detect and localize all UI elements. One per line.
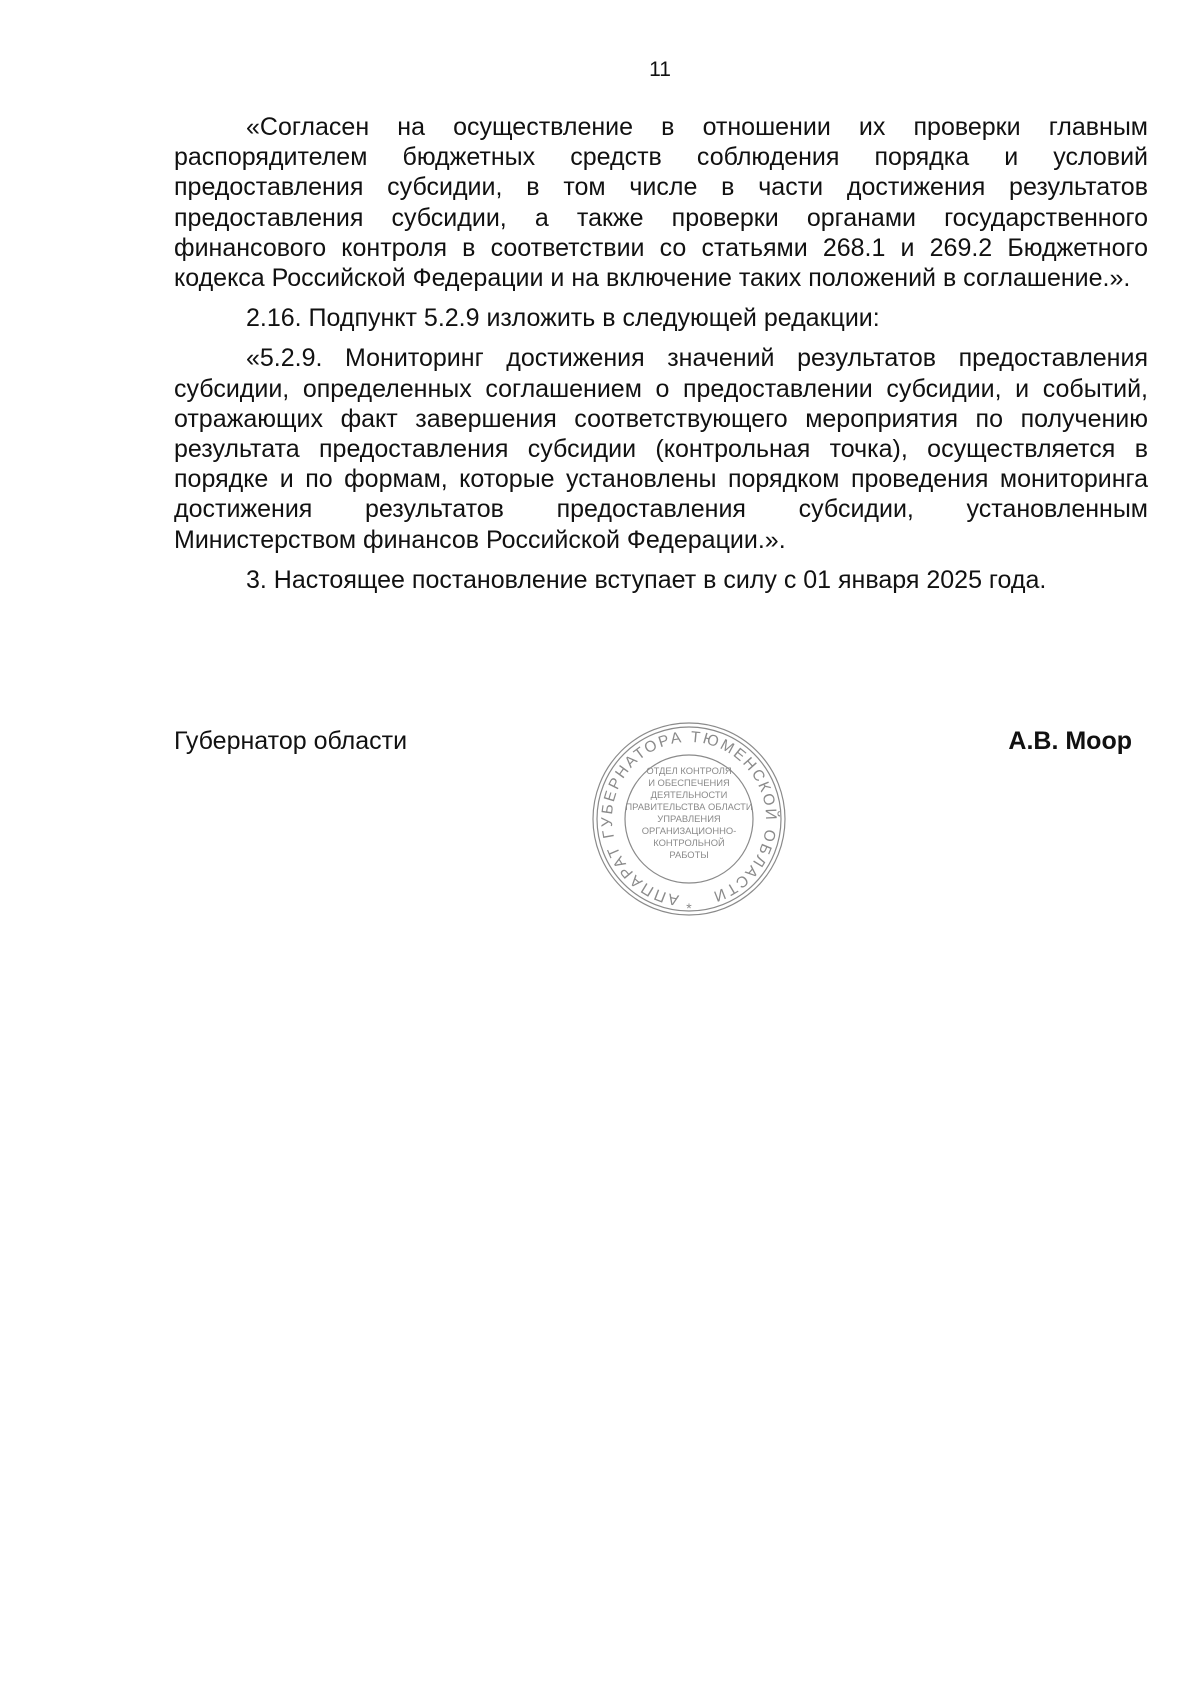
paragraph-consent-clause: «Согласен на осуществление в отношении их проверки главным распорядителем бюджетных средств соблюдения порядка и условий предоставления субсидии, в том числе в части достижения результатов предоставления субсидии, а также проверки органами государственного финансового контроля в соответствии со статьями 268.1 и 269.2 Бюджетного кодекса Российской Федерации и на включение таких положений в соглашение.». — [174, 113, 1148, 293]
signatory-title: Губернатор области — [174, 727, 408, 755]
seal-inner-line: КОНТРОЛЬНОЙ — [653, 837, 725, 848]
official-seal-stamp — [589, 719, 789, 919]
paragraph-3-effective-date: 3. Настоящее постановление вступает в силу с 01 января 2025 года. — [246, 565, 1047, 594]
signatory-name: А.В. Моор — [1008, 727, 1132, 755]
seal-inner-line: РАБОТЫ — [669, 849, 709, 860]
seal-inner-line: ОТДЕЛ КОНТРОЛЯ — [646, 765, 732, 776]
seal-star-mark: * — [686, 900, 692, 916]
document-body — [174, 112, 1148, 605]
seal-inner-line: ОРГАНИЗАЦИОННО- — [641, 825, 737, 836]
paragraph-5-2-9: «5.2.9. Мониторинг достижения значений результатов предоставления субсидии, определенных соглашением о предоставлении субсидии, и событий, отражающих факт завершения соответствующего мероприятия по получению результата предоставления субсидии (контрольная точка), осуществляется в порядке и по формам, которые установлены порядком проведения мониторинга достижения результатов предоставления субсидии, установленным Министерством финансов Российской Федерации.». — [174, 344, 1148, 554]
seal-inner-line: ПРАВИТЕЛЬСТВА ОБЛАСТИ — [625, 801, 753, 812]
seal-inner-line: ДЕЯТЕЛЬНОСТИ — [650, 789, 728, 800]
seal-outer-text: АППАРАТ ГУБЕРНАТОРА ТЮМЕНСКОЙ ОБЛАСТИ — [598, 728, 780, 909]
page-number: 11 — [649, 58, 671, 81]
seal-inner-line: УПРАВЛЕНИЯ — [657, 813, 721, 824]
seal-inner-line: И ОБЕСПЕЧЕНИЯ — [648, 777, 730, 788]
paragraph-2-16: 2.16. Подпункт 5.2.9 изложить в следующей редакции: — [246, 304, 880, 333]
